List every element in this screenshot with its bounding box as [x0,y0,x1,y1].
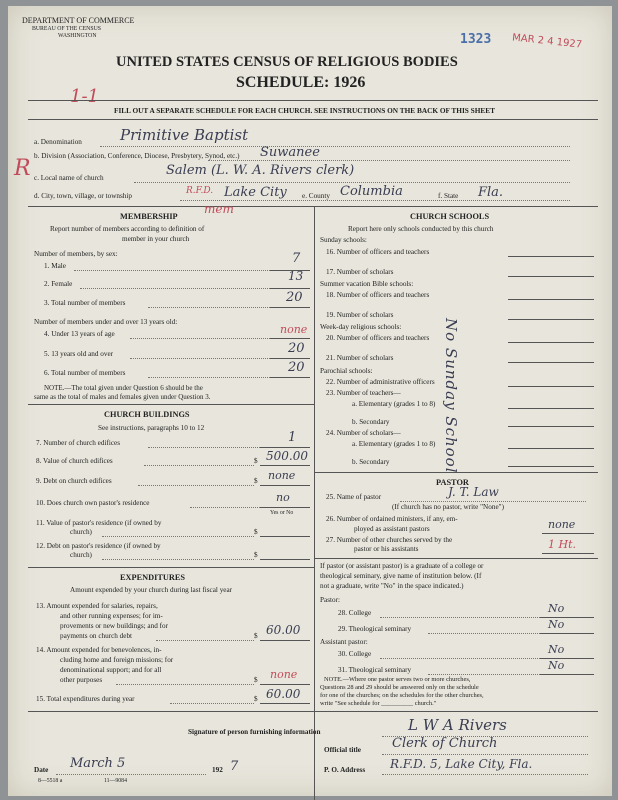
pastor-note-4: write "See schedule for __________ church." [320,700,437,707]
q26-label-1: 26. Number of ordained ministers, if any, em- [326,515,458,523]
graduate-note-2: theological seminary, give name of institution below. (If [320,572,482,580]
membership-note-2: same as the total of males and females given under Question 3. [34,393,211,401]
state-value: Fla. [478,185,504,200]
q13-label-4: payments on church debt [60,632,133,640]
q23a-label: a. Elementary (grades 1 to 8) [352,400,436,408]
form-number: 8—5518 a [38,778,63,784]
q25-note: (If church has no pastor, write "None") [392,503,504,511]
no-sunday-school-note: No Sunday School [442,318,460,474]
assistant-pastor-subheading: Assistant pastor: [320,638,368,646]
q9-label: 9. Debt on church edifices [36,477,112,485]
q3-label: 3. Total number of members [44,299,126,307]
yes-or-no-hint: Yes or No [270,510,294,516]
age-heading: Number of members under and over 13 years old: [34,318,178,326]
state-label: f. State [438,192,459,200]
q16-label: 16. Number of officers and teachers [326,248,430,256]
q12-label-2: church) [70,551,92,559]
county-label: e. County [302,192,330,200]
city-label: d. City, town, village, or township [34,192,132,200]
graduate-note-3: not a graduate, write "No" in the space indicated.) [320,582,464,590]
division-label: b. Division (Association, Conference, Diocese, Presbytery, Synod, etc.) [34,152,240,160]
sunday-schools-heading: Sunday schools: [320,236,367,244]
q8-dollar: $ [254,457,258,465]
date-label: Date [34,766,49,774]
pastor-note-3: for one of the churches; on the schedules for the other churches, [320,692,484,699]
q11-dollar: $ [254,528,258,536]
po-address-label: P. O. Address [324,766,366,774]
q15-dollar: $ [254,695,258,703]
q24-label: 24. Number of scholars— [326,429,401,437]
q14-label-2: cluding home and foreign missions; for [60,656,174,664]
members-by-sex-heading: Number of members, by sex: [34,250,118,258]
q27-label-1: 27. Number of other churches served by the [326,536,453,544]
q13-dollar: $ [254,632,258,640]
q28-value: No [548,602,565,615]
schools-sub: Report here only schools conducted by this church [348,225,494,233]
q20-label: 20. Number of officers and teachers [326,334,430,342]
q30-value: No [548,643,565,656]
q5-value: 20 [288,341,305,356]
q12-dollar: $ [254,551,258,559]
print-number: 11—9084 [104,778,127,784]
q13-label-3: provements or new buildings; and for [60,622,168,630]
q31-label: 31. Theological seminary [338,666,412,674]
q10-value: no [276,491,290,504]
q15-value: 60.00 [266,687,301,701]
q24a-label: a. Elementary (grades 1 to 8) [352,440,436,448]
pastor-title: PASTOR [436,478,469,487]
q14-label-1: 14. Amount expended for benevolences, in- [36,646,162,654]
q30-label: 30. College [338,650,372,658]
q29-value: No [548,618,565,631]
q21-label: 21. Number of scholars [326,354,394,362]
q25-value: J. T. Law [448,485,499,499]
q29-label: 29. Theological seminary [338,625,412,633]
parochial-schools-heading: Parochial schools: [320,367,373,375]
number-stamp: 1323 [460,32,492,47]
division-value: Suwanee [260,145,320,160]
local-name-label: c. Local name of church [34,174,104,182]
expenditures-title: EXPENDITURES [120,573,186,582]
q1-label: 1. Male [44,262,66,270]
margin-mark: R [14,156,31,181]
rfd-note: R.F.D. [186,186,214,196]
q8-label: 8. Value of church edifices [36,457,113,465]
department-name: DEPARTMENT OF COMMERCE [22,16,135,25]
q2-value: 13 [288,269,304,283]
buildings-sub: See instructions, paragraphs 10 to 12 [98,424,205,432]
q7-value: 1 [288,430,297,445]
bureau-city: WASHINGTON [58,33,97,39]
q13-label-1: 13. Amount expended for salaries, repairs, [36,602,158,610]
pastor-note-1: NOTE.—Where one pastor serves two or more churches, [324,676,471,683]
q11-label-2: church) [70,528,92,536]
q14-value: none [270,668,298,681]
instruction-line: FILL OUT A SEPARATE SCHEDULE FOR EACH CHURCH. SEE INSTRUCTIONS ON THE BACK OF THIS SHEET [114,106,496,115]
city-value: Lake City [224,185,287,200]
date-value: March 5 [70,756,126,771]
pastor-note-2: Questions 28 and 29 should be answered only on the schedule [320,684,479,691]
q27-label-2: pastor or his assistants [354,545,419,553]
buildings-title: CHURCH BUILDINGS [104,410,190,419]
summer-schools-heading: Summer vacation Bible schools: [320,280,414,288]
q14-label-3: denominational support; and for all [60,666,162,674]
q9-dollar: $ [254,477,258,485]
local-name-value: Salem (L. W. A. Rivers clerk) [166,163,355,178]
q19-label: 19. Number of scholars [326,311,394,319]
q5-label: 5. 13 years old and over [44,350,114,358]
q11-label-1: 11. Value of pastor's residence (if owned by [36,519,162,527]
graduate-note-1: If pastor (or assistant pastor) is a graduate of a college or [320,562,484,570]
membership-intro-1: Report number of members according to definition of [50,225,205,233]
q26-label-2: ployed as assistant pastors [354,525,430,533]
q2-label: 2. Female [44,280,73,288]
pastor-subheading: Pastor: [320,596,340,604]
corner-handwritten-mark: 1-1 [70,86,99,107]
q10-label: 10. Does church own pastor's residence [36,499,150,507]
year-value: 7 [230,759,239,774]
q27-value: 1 Ht. [548,538,577,551]
county-value: Columbia [340,184,403,199]
schools-title: CHURCH SCHOOLS [410,212,490,221]
membership-note-1: NOTE.—The total given under Question 6 should be the [44,384,203,392]
q15-label: 15. Total expenditures during year [36,695,135,703]
q14-dollar: $ [254,676,258,684]
q17-label: 17. Number of scholars [326,268,394,276]
q4-value: none [280,323,308,336]
q18-label: 18. Number of officers and teachers [326,291,430,299]
po-address-value: R.F.D. 5, Lake City, Fla. [390,757,533,771]
q14-label-4: other purposes [60,676,103,684]
q6-label: 6. Total number of members [44,369,126,377]
signature-label: Signature of person furnishing information [188,728,321,736]
bureau-name: BUREAU OF THE CENSUS [32,26,101,32]
q24b-label: b. Secondary [352,458,390,466]
q4-label: 4. Under 13 years of age [44,330,115,338]
denomination-value: Primitive Baptist [120,126,249,144]
q12-label-1: 12. Debt on pastor's residence (if owned by [36,542,161,550]
q23b-label: b. Secondary [352,418,390,426]
official-title-value: Clerk of Church [392,736,498,751]
year-prefix: 192 [212,766,223,774]
q13-label-2: and other running expenses; for im- [60,612,163,620]
q8-value: 500.00 [266,449,308,463]
membership-handwritten-note: mem [204,202,234,216]
membership-intro-2: member in your church [122,235,190,243]
official-title-label: Official title [324,746,361,754]
denomination-label: a. Denomination [34,138,82,146]
q23-label: 23. Number of teachers— [326,389,401,397]
q9-value: none [268,469,296,482]
received-date-stamp: MAR 2 4 1927 [511,32,583,51]
q1-value: 7 [292,251,301,266]
q25-label: 25. Name of pastor [326,493,382,501]
form-subtitle: SCHEDULE: 1926 [236,74,366,91]
q13-value: 60.00 [266,623,301,637]
q3-value: 20 [286,290,303,305]
weekday-schools-heading: Week-day religious schools: [320,323,402,331]
q7-label: 7. Number of church edifices [36,439,121,447]
expenditures-sub: Amount expended by your church during last fiscal year [70,586,233,594]
q26-value: none [548,518,576,531]
q28-label: 28. College [338,609,372,617]
q22-label: 22. Number of administrative officers [326,378,435,386]
q6-value: 20 [288,360,305,375]
membership-title: MEMBERSHIP [120,212,178,221]
census-form-page [8,6,612,796]
q31-value: No [548,659,565,672]
form-title: UNITED STATES CENSUS OF RELIGIOUS BODIES [116,54,458,70]
signature-value: L W A Rivers [408,716,507,734]
